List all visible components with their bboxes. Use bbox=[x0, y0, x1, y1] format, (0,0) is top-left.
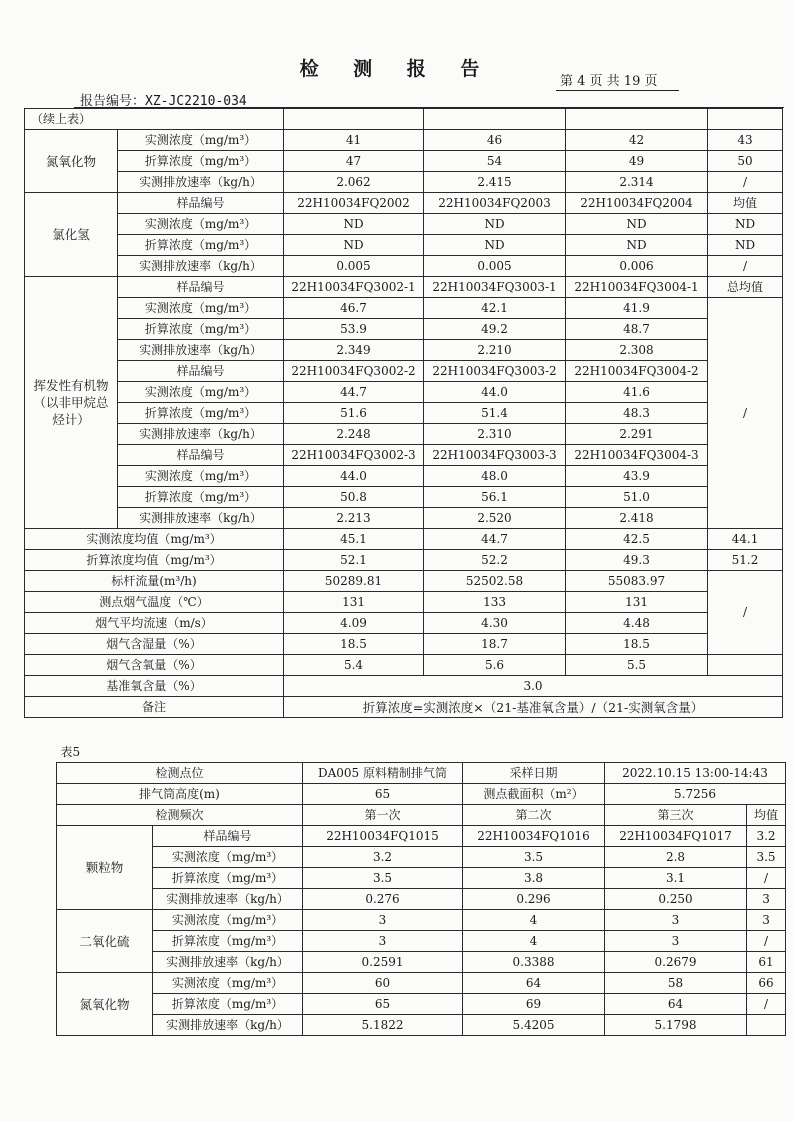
cell: 22H10034FQ1016 bbox=[463, 826, 605, 847]
table-row bbox=[57, 805, 786, 826]
cell: 2.291 bbox=[566, 424, 708, 445]
cell: 49.3 bbox=[566, 550, 708, 571]
cell: 22H10034FQ3003-1 bbox=[424, 277, 566, 298]
table-row bbox=[57, 889, 786, 910]
table-row bbox=[57, 847, 786, 868]
table-row bbox=[57, 973, 786, 994]
table-row bbox=[25, 298, 783, 319]
cell: 43.9 bbox=[566, 466, 708, 487]
row-label: 测点截面积（m²） bbox=[463, 784, 605, 805]
row-label: 实测排放速率（kg/h） bbox=[118, 256, 284, 277]
row-label: 折算浓度（mg/m³） bbox=[153, 931, 303, 952]
table-row bbox=[25, 277, 783, 298]
cell: / bbox=[747, 994, 786, 1015]
cell: 42 bbox=[566, 130, 708, 151]
cell: 52502.58 bbox=[424, 571, 566, 592]
cell: 22H10034FQ3004-2 bbox=[566, 361, 708, 382]
table-row bbox=[57, 994, 786, 1015]
cell: 44.7 bbox=[284, 382, 424, 403]
cell: ND bbox=[566, 235, 708, 256]
table-row bbox=[25, 172, 783, 193]
table-caption: （续上表） bbox=[25, 109, 284, 130]
cell: / bbox=[708, 298, 783, 529]
cell: 50 bbox=[708, 151, 783, 172]
cell: 51.2 bbox=[708, 550, 783, 571]
cell: 2.8 bbox=[605, 847, 747, 868]
cell: 131 bbox=[566, 592, 708, 613]
table-row bbox=[57, 868, 786, 889]
row-label: 实测浓度（mg/m³） bbox=[118, 382, 284, 403]
cell: 4 bbox=[463, 910, 605, 931]
row-label: 烟气含湿量（%） bbox=[25, 634, 284, 655]
cell: 3 bbox=[605, 910, 747, 931]
row-label: 排气筒高度(m) bbox=[57, 784, 303, 805]
cell: 69 bbox=[463, 994, 605, 1015]
cell: 44.0 bbox=[424, 382, 566, 403]
cell: 22H10034FQ1015 bbox=[303, 826, 463, 847]
cell: 52.1 bbox=[284, 550, 424, 571]
cell: 3 bbox=[605, 931, 747, 952]
cell: 49.2 bbox=[424, 319, 566, 340]
table-row bbox=[57, 784, 786, 805]
cell: 4.09 bbox=[284, 613, 424, 634]
table-row bbox=[57, 742, 786, 763]
page-number: 第 4 页 共 19 页 bbox=[556, 70, 679, 91]
group-label-particulate: 颗粒物 bbox=[57, 826, 153, 910]
cell: 22H10034FQ2004 bbox=[566, 193, 708, 214]
table-row bbox=[25, 361, 783, 382]
cell: / bbox=[747, 931, 786, 952]
row-label: 检测频次 bbox=[57, 805, 303, 826]
cell: 第三次 bbox=[605, 805, 747, 826]
table-row bbox=[25, 130, 783, 151]
cell: 47 bbox=[284, 151, 424, 172]
cell: 48.3 bbox=[566, 403, 708, 424]
cell: 54 bbox=[424, 151, 566, 172]
cell: 18.5 bbox=[566, 634, 708, 655]
cell: / bbox=[708, 256, 783, 277]
group-label-hcl: 氯化氢 bbox=[25, 193, 118, 277]
cell: 5.1798 bbox=[605, 1015, 747, 1036]
cell: 2.310 bbox=[424, 424, 566, 445]
cell: 41.6 bbox=[566, 382, 708, 403]
cell: 133 bbox=[424, 592, 566, 613]
table-row bbox=[25, 571, 783, 592]
row-label: 实测浓度（mg/m³） bbox=[118, 298, 284, 319]
row-label: 实测浓度（mg/m³） bbox=[118, 130, 284, 151]
row-label: 实测浓度（mg/m³） bbox=[118, 214, 284, 235]
table-4-continued bbox=[24, 108, 783, 718]
table-row bbox=[25, 697, 783, 718]
cell: 0.3388 bbox=[463, 952, 605, 973]
cell: 5.5 bbox=[566, 655, 708, 676]
cell: 131 bbox=[284, 592, 424, 613]
cell: ND bbox=[708, 235, 783, 256]
cell: 64 bbox=[463, 973, 605, 994]
cell: ND bbox=[424, 235, 566, 256]
table-row bbox=[25, 382, 783, 403]
cell: 22H10034FQ3004-3 bbox=[566, 445, 708, 466]
table-row bbox=[25, 340, 783, 361]
cell: 65 bbox=[303, 994, 463, 1015]
cell: 0.250 bbox=[605, 889, 747, 910]
row-label: 实测排放速率（kg/h） bbox=[118, 508, 284, 529]
cell: 2.213 bbox=[284, 508, 424, 529]
table-row bbox=[25, 634, 783, 655]
table-row bbox=[57, 763, 786, 784]
row-label: 实测浓度（mg/m³） bbox=[153, 847, 303, 868]
cell bbox=[747, 1015, 786, 1036]
cell: 43 bbox=[708, 130, 783, 151]
table-row bbox=[57, 931, 786, 952]
row-label: 备注 bbox=[25, 697, 284, 718]
cell: / bbox=[708, 172, 783, 193]
cell: 48.0 bbox=[424, 466, 566, 487]
cell: 2.308 bbox=[566, 340, 708, 361]
row-label: 折算浓度（mg/m³） bbox=[118, 235, 284, 256]
row-label: 实测排放速率（kg/h） bbox=[118, 340, 284, 361]
row-label: 实测浓度（mg/m³） bbox=[153, 910, 303, 931]
cell: 2.314 bbox=[566, 172, 708, 193]
cell: 46 bbox=[424, 130, 566, 151]
cell: 4.48 bbox=[566, 613, 708, 634]
table-row bbox=[25, 256, 783, 277]
cell: ND bbox=[424, 214, 566, 235]
page-title: 检 测 报 告 bbox=[299, 58, 494, 80]
table-5 bbox=[56, 742, 786, 1036]
group-label-voc: 挥发性有机物（以非甲烷总烃计） bbox=[25, 277, 118, 529]
cell: 49 bbox=[566, 151, 708, 172]
row-label: 折算浓度均值（mg/m³） bbox=[25, 550, 284, 571]
cell: 3.2 bbox=[303, 847, 463, 868]
cell: 22H10034FQ3003-2 bbox=[424, 361, 566, 382]
cell: 61 bbox=[747, 952, 786, 973]
table-row bbox=[25, 655, 783, 676]
cell: 4.30 bbox=[424, 613, 566, 634]
cell: 0.2591 bbox=[303, 952, 463, 973]
row-label: 实测浓度（mg/m³） bbox=[153, 973, 303, 994]
cell: 53.9 bbox=[284, 319, 424, 340]
cell: 0.2679 bbox=[605, 952, 747, 973]
cell: 22H10034FQ3002-3 bbox=[284, 445, 424, 466]
table-row bbox=[57, 1015, 786, 1036]
table-row bbox=[25, 508, 783, 529]
cell: 22H10034FQ3002-1 bbox=[284, 277, 424, 298]
cell: 0.006 bbox=[566, 256, 708, 277]
cell: 18.5 bbox=[284, 634, 424, 655]
table-row bbox=[25, 676, 783, 697]
row-label: 基准氧含量（%） bbox=[25, 676, 284, 697]
row-label: 样品编号 bbox=[118, 361, 284, 382]
table-row bbox=[25, 109, 783, 130]
cell: 22H10034FQ3003-3 bbox=[424, 445, 566, 466]
row-label: 样品编号 bbox=[118, 445, 284, 466]
cell: 3.2 bbox=[747, 826, 786, 847]
cell: 44.7 bbox=[424, 529, 566, 550]
cell: 2.415 bbox=[424, 172, 566, 193]
row-label: 折算浓度（mg/m³） bbox=[118, 151, 284, 172]
table-row bbox=[25, 466, 783, 487]
cell: 5.6 bbox=[424, 655, 566, 676]
cell: 65 bbox=[303, 784, 463, 805]
cell: 42.1 bbox=[424, 298, 566, 319]
table-row bbox=[25, 550, 783, 571]
row-label: 实测排放速率（kg/h） bbox=[153, 952, 303, 973]
cell: 0.276 bbox=[303, 889, 463, 910]
row-label: 实测排放速率（kg/h） bbox=[118, 172, 284, 193]
cell: 56.1 bbox=[424, 487, 566, 508]
table-row bbox=[25, 613, 783, 634]
cell: 45.1 bbox=[284, 529, 424, 550]
row-label: 样品编号 bbox=[153, 826, 303, 847]
cell: 3.0 bbox=[284, 676, 783, 697]
row-label: 样品编号 bbox=[118, 193, 284, 214]
cell: 总均值 bbox=[708, 277, 783, 298]
cell: ND bbox=[284, 214, 424, 235]
cell: 3 bbox=[303, 910, 463, 931]
row-label: 采样日期 bbox=[463, 763, 605, 784]
group-label-nox: 氮氧化物 bbox=[25, 130, 118, 193]
cell: 2.349 bbox=[284, 340, 424, 361]
cell: 3.1 bbox=[605, 868, 747, 889]
row-label: 检测点位 bbox=[57, 763, 303, 784]
table-row bbox=[25, 445, 783, 466]
cell: 50.8 bbox=[284, 487, 424, 508]
cell: 44.0 bbox=[284, 466, 424, 487]
table-row bbox=[25, 235, 783, 256]
row-label: 折算浓度（mg/m³） bbox=[118, 487, 284, 508]
cell: 44.1 bbox=[708, 529, 783, 550]
table-row bbox=[57, 826, 786, 847]
cell: 46.7 bbox=[284, 298, 424, 319]
table-row bbox=[25, 424, 783, 445]
cell: 0.005 bbox=[424, 256, 566, 277]
cell: 3.5 bbox=[463, 847, 605, 868]
cell: 66 bbox=[747, 973, 786, 994]
row-label: 测点烟气温度（℃） bbox=[25, 592, 284, 613]
cell: 55083.97 bbox=[566, 571, 708, 592]
row-label: 实测排放速率（kg/h） bbox=[118, 424, 284, 445]
table-row bbox=[25, 151, 783, 172]
table-row bbox=[25, 487, 783, 508]
row-label: 实测浓度均值（mg/m³） bbox=[25, 529, 284, 550]
table-row bbox=[25, 592, 783, 613]
report-number: 报告编号：XZ-JC2210-034 bbox=[80, 94, 247, 109]
cell: / bbox=[708, 571, 783, 655]
cell: 58 bbox=[605, 973, 747, 994]
cell: 52.2 bbox=[424, 550, 566, 571]
cell: 3.5 bbox=[747, 847, 786, 868]
cell: 3 bbox=[747, 889, 786, 910]
cell: 5.1822 bbox=[303, 1015, 463, 1036]
group-label-so2: 二氧化硫 bbox=[57, 910, 153, 973]
cell: ND bbox=[708, 214, 783, 235]
row-label: 实测排放速率（kg/h） bbox=[153, 1015, 303, 1036]
cell: 50289.81 bbox=[284, 571, 424, 592]
cell: 22H10034FQ3004-1 bbox=[566, 277, 708, 298]
cell: 64 bbox=[605, 994, 747, 1015]
row-label: 折算浓度（mg/m³） bbox=[118, 403, 284, 424]
row-label: 折算浓度（mg/m³） bbox=[153, 994, 303, 1015]
cell: 3 bbox=[747, 910, 786, 931]
table-row bbox=[25, 319, 783, 340]
table-row bbox=[25, 214, 783, 235]
cell: 2022.10.15 13:00-14:43 bbox=[605, 763, 786, 784]
cell: 18.7 bbox=[424, 634, 566, 655]
cell: 2.062 bbox=[284, 172, 424, 193]
cell: 2.520 bbox=[424, 508, 566, 529]
row-label: 实测浓度（mg/m³） bbox=[118, 466, 284, 487]
cell: 22H10034FQ2002 bbox=[284, 193, 424, 214]
cell: 22H10034FQ1017 bbox=[605, 826, 747, 847]
row-label: 折算浓度（mg/m³） bbox=[153, 868, 303, 889]
cell: ND bbox=[566, 214, 708, 235]
table-caption: 表5 bbox=[57, 742, 786, 763]
table-row bbox=[25, 403, 783, 424]
table-row bbox=[57, 952, 786, 973]
cell: 5.7256 bbox=[605, 784, 786, 805]
cell: 均值 bbox=[747, 805, 786, 826]
table-row bbox=[25, 193, 783, 214]
cell: 5.4205 bbox=[463, 1015, 605, 1036]
cell: 3 bbox=[303, 931, 463, 952]
cell: 2.210 bbox=[424, 340, 566, 361]
cell: 第一次 bbox=[303, 805, 463, 826]
cell: 5.4 bbox=[284, 655, 424, 676]
cell: DA005 原料精制排气筒 bbox=[303, 763, 463, 784]
row-label: 烟气平均流速（m/s） bbox=[25, 613, 284, 634]
group-label-nox-t5: 氮氧化物 bbox=[57, 973, 153, 1036]
cell: 22H10034FQ3002-2 bbox=[284, 361, 424, 382]
row-label: 烟气含氧量（%） bbox=[25, 655, 284, 676]
cell: 第二次 bbox=[463, 805, 605, 826]
table-row bbox=[57, 910, 786, 931]
row-label: 样品编号 bbox=[118, 277, 284, 298]
remark-formula: 折算浓度=实测浓度×（21-基准氧含量）/（21-实测氧含量） bbox=[284, 697, 783, 718]
table-row bbox=[25, 529, 783, 550]
row-label: 折算浓度（mg/m³） bbox=[118, 319, 284, 340]
cell: 22H10034FQ2003 bbox=[424, 193, 566, 214]
cell: 51.4 bbox=[424, 403, 566, 424]
cell: 48.7 bbox=[566, 319, 708, 340]
cell: 3.5 bbox=[303, 868, 463, 889]
cell: 均值 bbox=[708, 193, 783, 214]
cell: 51.0 bbox=[566, 487, 708, 508]
cell: 2.418 bbox=[566, 508, 708, 529]
cell: 0.296 bbox=[463, 889, 605, 910]
cell: 60 bbox=[303, 973, 463, 994]
cell: 0.005 bbox=[284, 256, 424, 277]
cell: 3.8 bbox=[463, 868, 605, 889]
cell: ND bbox=[284, 235, 424, 256]
cell: 41 bbox=[284, 130, 424, 151]
cell: 51.6 bbox=[284, 403, 424, 424]
cell: 4 bbox=[463, 931, 605, 952]
cell: / bbox=[747, 868, 786, 889]
cell: 42.5 bbox=[566, 529, 708, 550]
cell: 41.9 bbox=[566, 298, 708, 319]
row-label: 实测排放速率（kg/h） bbox=[153, 889, 303, 910]
cell: 2.248 bbox=[284, 424, 424, 445]
row-label: 标杆流量(m³/h) bbox=[25, 571, 284, 592]
